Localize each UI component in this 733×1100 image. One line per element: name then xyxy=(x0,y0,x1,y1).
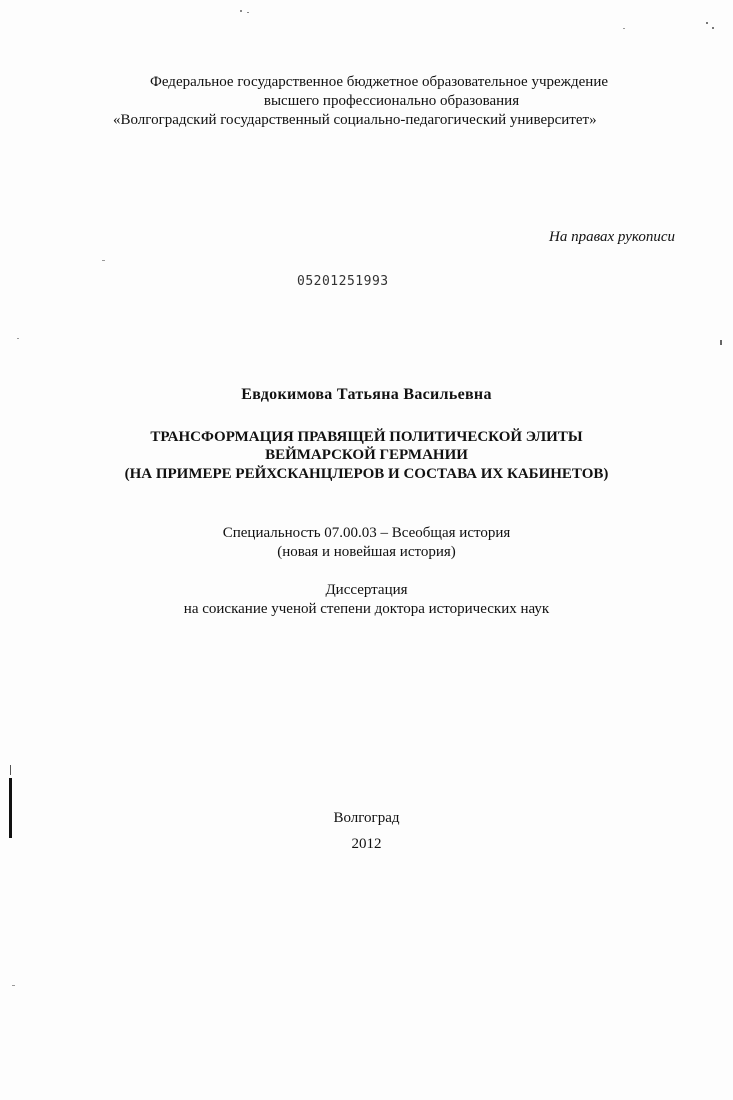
specialty-line-1: Специальность 07.00.03 – Всеобщая история xyxy=(222,525,511,541)
dissertation-title-line-2: ВЕЙМАРСКОЙ ГЕРМАНИИ xyxy=(265,447,468,463)
scan-speck xyxy=(623,28,625,29)
scan-speck xyxy=(240,10,242,12)
scan-speck xyxy=(12,985,15,986)
dissertation-title-line-3: (НА ПРИМЕРЕ РЕЙХСКАНЦЛЕРОВ И СОСТАВА ИХ КАБИНЕТОВ) xyxy=(124,466,609,482)
dissertation-title-line-1: ТРАНСФОРМАЦИЯ ПРАВЯЩЕЙ ПОЛИТИЧЕСКОЙ ЭЛИТЫ xyxy=(150,429,583,445)
degree-line: на соискание ученой степени доктора исторических наук xyxy=(183,601,550,617)
city: Волгоград xyxy=(333,810,400,826)
scan-speck xyxy=(720,340,722,345)
dissertation-label: Диссертация xyxy=(325,582,408,598)
institution-line-3: «Волгоградский государственный социально-педагогический университет» xyxy=(113,112,597,128)
scan-speck xyxy=(706,22,708,24)
scan-speck xyxy=(17,338,19,339)
scan-speck xyxy=(712,27,714,29)
specialty-line-2: (новая и новейшая история) xyxy=(277,544,456,560)
author-name: Евдокимова Татьяна Васильевна xyxy=(241,386,492,403)
institution-line-1: Федеральное государственное бюджетное образовательное учреждение xyxy=(150,74,609,90)
registration-number: 05201251993 xyxy=(297,274,389,289)
scan-edge-mark-small xyxy=(10,765,11,775)
year: 2012 xyxy=(351,836,382,852)
scan-speck xyxy=(102,260,105,261)
institution-line-2: высшего профессионально образования xyxy=(263,93,520,109)
scan-edge-mark xyxy=(9,778,12,838)
scan-speck xyxy=(247,12,249,13)
rights-note: На правах рукописи xyxy=(549,229,675,245)
